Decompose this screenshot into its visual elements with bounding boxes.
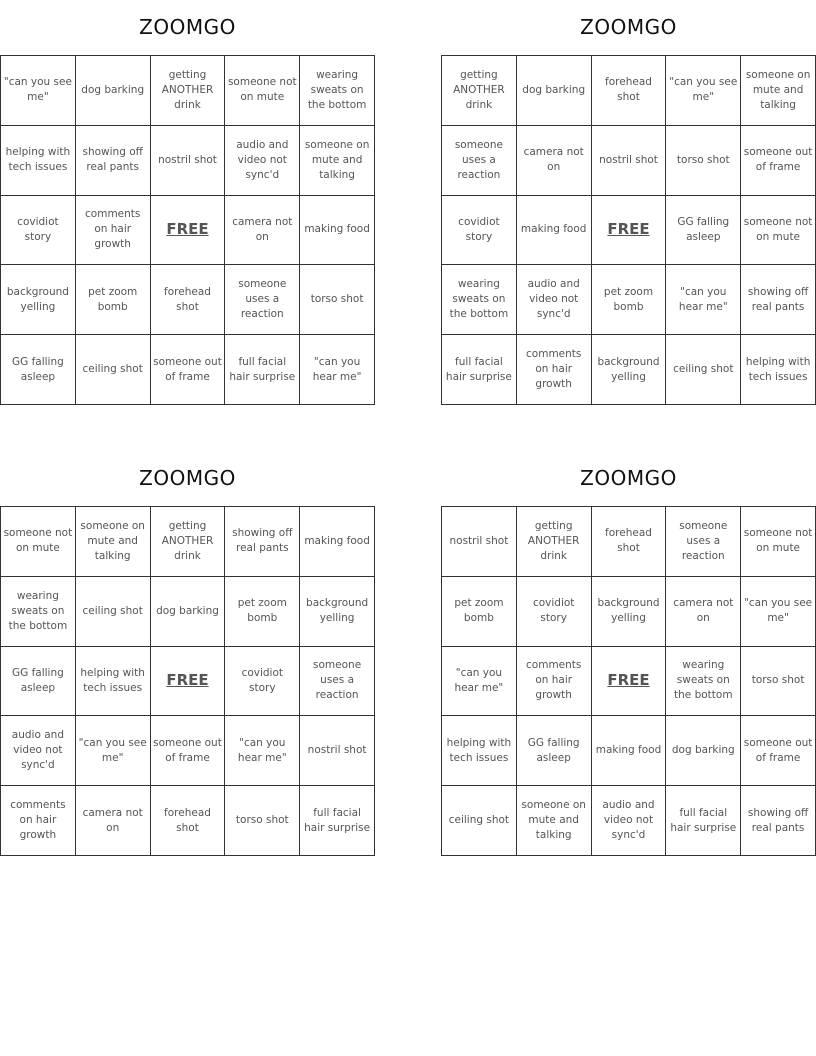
bingo-cell: covidiot story [442, 196, 517, 266]
bingo-cell: getting ANOTHER drink [442, 56, 517, 126]
bingo-cell: wearing sweats on the bottom [442, 265, 517, 335]
bingo-cell: someone not on mute [225, 56, 300, 126]
bingo-cell: showing off real pants [225, 507, 300, 577]
bingo-cell: camera not on [517, 126, 592, 196]
bingo-cell: getting ANOTHER drink [151, 507, 226, 577]
bingo-cell: ceiling shot [442, 786, 517, 856]
bingo-cell: nostril shot [151, 126, 226, 196]
bingo-cell: someone not on mute [1, 507, 76, 577]
bingo-cell: ceiling shot [76, 577, 151, 647]
bingo-cell: full facial hair surprise [225, 335, 300, 405]
free-space-cell: FREE [592, 196, 667, 266]
bingo-cell: dog barking [151, 577, 226, 647]
bingo-cell: ceiling shot [76, 335, 151, 405]
bingo-cell: audio and video not sync'd [592, 786, 667, 856]
bingo-cell: someone uses a reaction [442, 126, 517, 196]
free-space-cell: FREE [151, 196, 226, 266]
bingo-cell: forehead shot [592, 507, 667, 577]
bingo-cell: background yelling [592, 577, 667, 647]
bingo-cell: wearing sweats on the bottom [666, 647, 741, 717]
bingo-cell: GG falling asleep [666, 196, 741, 266]
bingo-cell: background yelling [592, 335, 667, 405]
bingo-cell: making food [592, 716, 667, 786]
bingo-cell: getting ANOTHER drink [151, 56, 226, 126]
bingo-cell: someone uses a reaction [666, 507, 741, 577]
bingo-cell: someone not on mute [741, 507, 816, 577]
bingo-cell: audio and video not sync'd [1, 716, 76, 786]
bingo-card-1 [0, 0, 375, 405]
bingo-cell: getting ANOTHER drink [517, 507, 592, 577]
bingo-cell: covidiot story [225, 647, 300, 717]
bingo-cell: covidiot story [517, 577, 592, 647]
bingo-cell: comments on hair growth [517, 335, 592, 405]
bingo-cell: "can you hear me" [666, 265, 741, 335]
bingo-cell: torso shot [666, 126, 741, 196]
bingo-cell: "can you see me" [76, 716, 151, 786]
bingo-cell: camera not on [666, 577, 741, 647]
bingo-cell: someone uses a reaction [225, 265, 300, 335]
bingo-cell: nostril shot [592, 126, 667, 196]
bingo-cell: GG falling asleep [1, 647, 76, 717]
free-space-cell: FREE [151, 647, 226, 717]
bingo-cell: full facial hair surprise [300, 786, 375, 856]
bingo-cell: someone out of frame [151, 335, 226, 405]
bingo-cell: "can you hear me" [442, 647, 517, 717]
bingo-cell: camera not on [225, 196, 300, 266]
bingo-grid [0, 506, 375, 856]
bingo-cell: someone out of frame [151, 716, 226, 786]
bingo-grid [441, 55, 816, 405]
free-space-cell: FREE [592, 647, 667, 717]
bingo-cell: comments on hair growth [76, 196, 151, 266]
bingo-cell: covidiot story [1, 196, 76, 266]
bingo-cell: someone out of frame [741, 716, 816, 786]
bingo-cell: showing off real pants [741, 786, 816, 856]
bingo-cell: someone uses a reaction [300, 647, 375, 717]
bingo-cell: someone on mute and talking [76, 507, 151, 577]
bingo-cell: "can you hear me" [300, 335, 375, 405]
bingo-cell: "can you hear me" [225, 716, 300, 786]
bingo-cell: torso shot [225, 786, 300, 856]
bingo-cell: "can you see me" [741, 577, 816, 647]
bingo-cell: camera not on [76, 786, 151, 856]
bingo-cell: pet zoom bomb [442, 577, 517, 647]
bingo-cell: audio and video not sync'd [517, 265, 592, 335]
bingo-cell: "can you see me" [1, 56, 76, 126]
bingo-grid [0, 55, 375, 405]
bingo-cell: pet zoom bomb [76, 265, 151, 335]
bingo-cell: torso shot [300, 265, 375, 335]
bingo-cell: full facial hair surprise [442, 335, 517, 405]
bingo-cell: full facial hair surprise [666, 786, 741, 856]
bingo-cell: making food [517, 196, 592, 266]
bingo-cell: making food [300, 507, 375, 577]
bingo-cell: someone out of frame [741, 126, 816, 196]
card-title: ZOOMGO [580, 15, 677, 39]
bingo-cell: audio and video not sync'd [225, 126, 300, 196]
bingo-cell: dog barking [517, 56, 592, 126]
bingo-cell: wearing sweats on the bottom [1, 577, 76, 647]
bingo-cell: someone on mute and talking [741, 56, 816, 126]
bingo-cell: making food [300, 196, 375, 266]
bingo-cell: wearing sweats on the bottom [300, 56, 375, 126]
bingo-cell: comments on hair growth [1, 786, 76, 856]
bingo-cell: helping with tech issues [741, 335, 816, 405]
bingo-cell: forehead shot [151, 786, 226, 856]
bingo-card-4 [441, 451, 816, 856]
bingo-cell: someone on mute and talking [517, 786, 592, 856]
bingo-cell: someone not on mute [741, 196, 816, 266]
bingo-cell: someone on mute and talking [300, 126, 375, 196]
bingo-cell: forehead shot [592, 56, 667, 126]
card-title: ZOOMGO [580, 466, 677, 490]
bingo-card-3 [0, 451, 375, 856]
bingo-grid [441, 506, 816, 856]
bingo-card-2 [441, 0, 816, 405]
bingo-cell: dog barking [76, 56, 151, 126]
bingo-cell: nostril shot [300, 716, 375, 786]
bingo-cell: GG falling asleep [1, 335, 76, 405]
bingo-cell: helping with tech issues [442, 716, 517, 786]
bingo-cell: background yelling [1, 265, 76, 335]
bingo-cell: torso shot [741, 647, 816, 717]
bingo-cell: comments on hair growth [517, 647, 592, 717]
bingo-cell: pet zoom bomb [225, 577, 300, 647]
card-title: ZOOMGO [139, 466, 236, 490]
card-title: ZOOMGO [139, 15, 236, 39]
bingo-cell: "can you see me" [666, 56, 741, 126]
bingo-cell: dog barking [666, 716, 741, 786]
bingo-cell: helping with tech issues [76, 647, 151, 717]
bingo-cell: background yelling [300, 577, 375, 647]
bingo-cell: showing off real pants [76, 126, 151, 196]
bingo-cell: helping with tech issues [1, 126, 76, 196]
bingo-cell: GG falling asleep [517, 716, 592, 786]
bingo-cell: pet zoom bomb [592, 265, 667, 335]
bingo-cell: forehead shot [151, 265, 226, 335]
bingo-cell: ceiling shot [666, 335, 741, 405]
bingo-cell: showing off real pants [741, 265, 816, 335]
bingo-cell: nostril shot [442, 507, 517, 577]
